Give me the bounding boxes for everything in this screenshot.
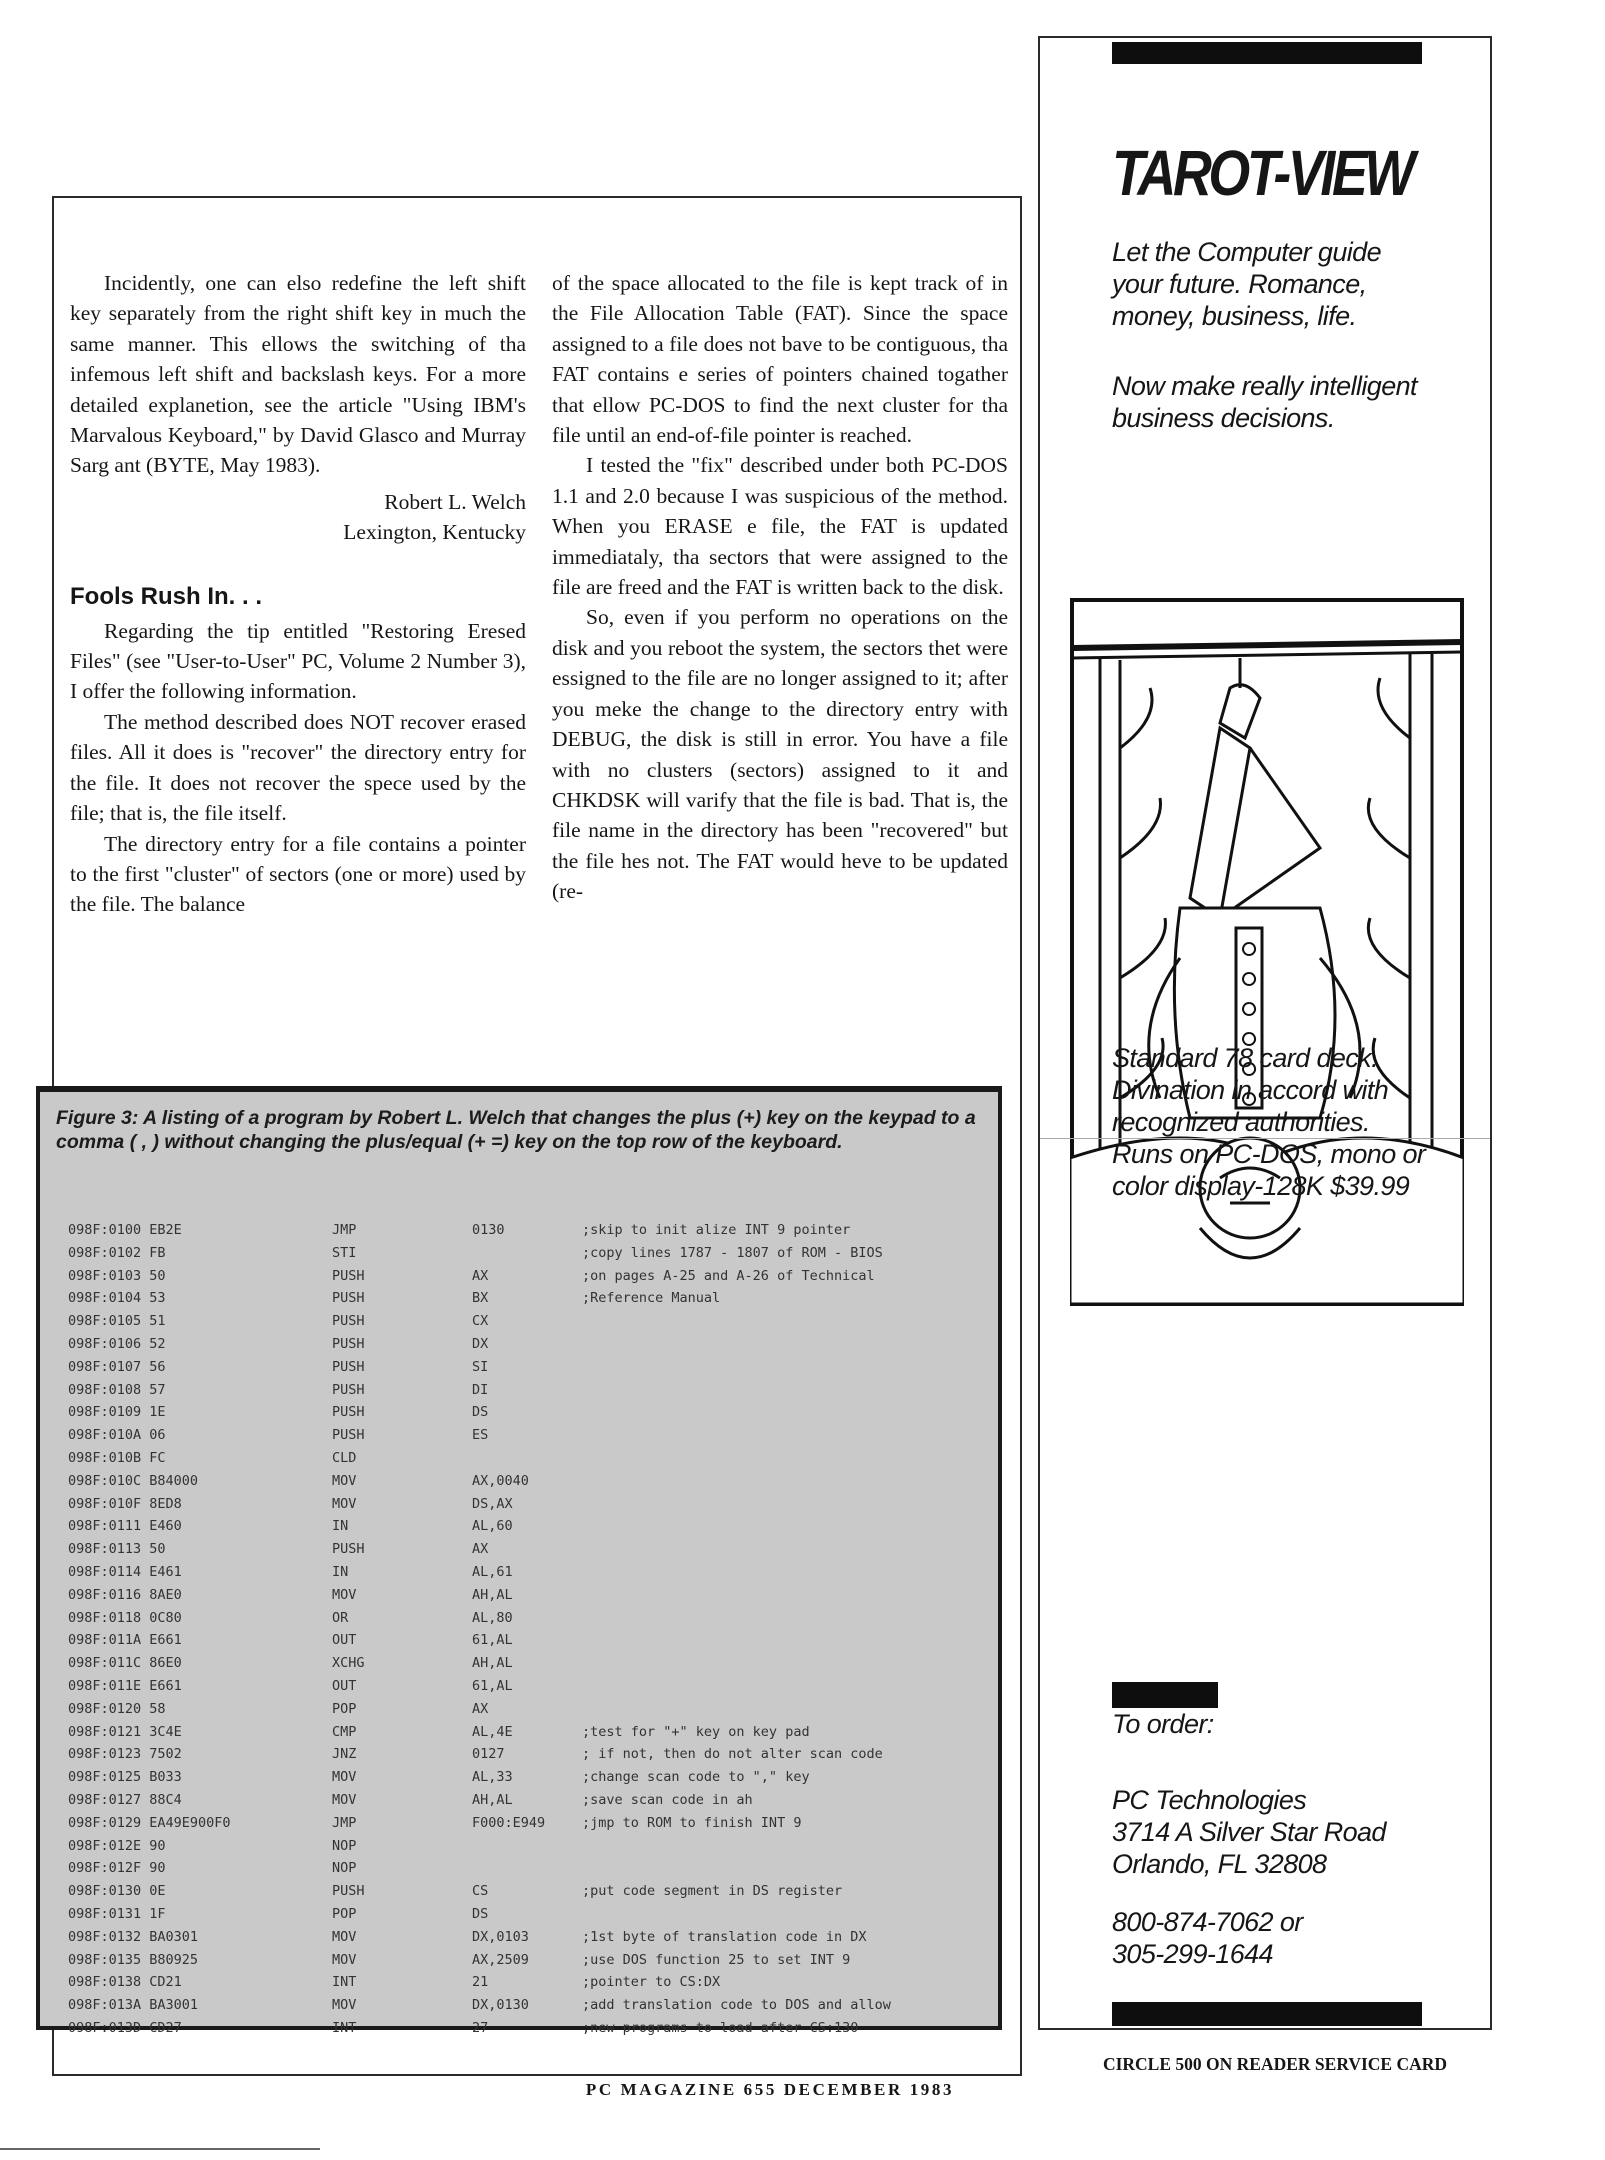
- ad-title: TAROT-VIEW: [1112, 137, 1412, 209]
- listing-address: 098F:0111 E460: [68, 1518, 182, 1535]
- ad-line: Runs on PC-DOS, mono or: [1112, 1139, 1426, 1169]
- listing-operand: DX,0103: [472, 1928, 529, 1945]
- listing-comment: ;jmp to ROM to finish INT 9: [582, 1814, 802, 1831]
- ad-line: 3714 A Silver Star Road: [1112, 1817, 1386, 1847]
- listing-opcode: PUSH: [332, 1313, 365, 1330]
- listing-opcode: STI: [332, 1244, 357, 1261]
- listing-address: 098F:0108 57: [68, 1381, 166, 1398]
- paragraph: I tested the "fix" described under both PC-DOS 1.1 and 2.0 because I was suspicious of the method. When you ERASE e file, the FAT is updated immediataly, tha sectors that were assigned to the file are freed and the FAT is written back to the disk.: [552, 453, 1008, 600]
- listing-comment: ;Reference Manual: [582, 1290, 721, 1307]
- listing-opcode: CLD: [332, 1449, 357, 1466]
- listing-operand: DS: [472, 1404, 489, 1421]
- listing-address: 098F:010F 8ED8: [68, 1495, 182, 1512]
- listing-opcode: PUSH: [332, 1541, 365, 1558]
- listing-opcode: POP: [332, 1905, 357, 1922]
- listing-opcode: MOV: [332, 1928, 357, 1945]
- listing-opcode: MOV: [332, 1769, 357, 1786]
- ad-system-requirements: [1112, 1138, 1482, 1202]
- ad-order-bar: [1112, 1682, 1218, 1708]
- listing-opcode: MOV: [332, 1495, 357, 1512]
- ad-line: 800-874-7062 or: [1112, 1907, 1303, 1937]
- listing-address: 098F:013D CD27: [68, 2019, 182, 2036]
- listing-comment: ;on pages A-25 and A-26 of Technical: [582, 1267, 875, 1284]
- listing-address: 098F:0130 0E: [68, 1883, 166, 1900]
- listing-address: 098F:0138 CD21: [68, 1974, 182, 1991]
- listing-address: 098F:0129 EA49E900F0: [68, 1814, 231, 1831]
- ad-top-bar: [1112, 42, 1422, 64]
- listing-operand: AX,2509: [472, 1951, 529, 1968]
- listing-comment: ;change scan code to "," key: [582, 1769, 810, 1786]
- listing-address: 098F:0106 52: [68, 1335, 166, 1352]
- listing-opcode: PUSH: [332, 1381, 365, 1398]
- figure-listing-box: [36, 1086, 1002, 2036]
- listing-address: 098F:013A BA3001: [68, 1997, 199, 2014]
- listing-address: 098F:0114 E461: [68, 1563, 182, 1580]
- ad-line: Standard 78 card deck.: [1112, 1043, 1378, 1073]
- listing-opcode: PUSH: [332, 1290, 365, 1307]
- listing-opcode: OUT: [332, 1632, 357, 1649]
- ad-line: Now make really intelligent: [1112, 371, 1417, 401]
- letter-signature: [70, 487, 526, 548]
- paragraph: of the space allocated to the file is kept track of in the File Allocation Table (FAT). Since the space assigned to a file does not bave to be contiguous, tha FAT contains e series of pointers chained togather that ellow PC-DOS to find the next cluster for tha file until an end-of-file pointer is reached.: [552, 271, 1008, 448]
- right-column: [552, 268, 1008, 907]
- listing-operand: DI: [472, 1381, 489, 1398]
- listing-address: 098F:0132 BA0301: [68, 1928, 199, 1945]
- listing-address: 098F:0103 50: [68, 1267, 166, 1284]
- listing-address: 098F:0105 51: [68, 1313, 166, 1330]
- listing-opcode: OR: [332, 1609, 349, 1626]
- listing-opcode: OUT: [332, 1677, 357, 1694]
- listing-opcode: MOV: [332, 1997, 357, 2014]
- listing-operand: AX: [472, 1267, 489, 1284]
- page-edge-rule: [0, 2148, 320, 2150]
- ad-line: Let the Computer guide: [1112, 237, 1381, 267]
- listing-address: 098F:0125 B033: [68, 1769, 182, 1786]
- listing-operand: AH,AL: [472, 1791, 513, 1808]
- listing-operand: CS: [472, 1883, 489, 1900]
- paragraph: Regarding the tip entitled "Restoring Eresed Files" (see "User-to-User" PC, Volume 2 Number 3), I offer the following information.: [70, 618, 526, 704]
- listing-opcode: JMP: [332, 1222, 357, 1238]
- listing-address: 098F:0107 56: [68, 1358, 166, 1375]
- listing-operand: CX: [472, 1313, 489, 1330]
- listing-address: 098F:0118 0C80: [68, 1609, 182, 1626]
- ad-line: color display-128K $39.99: [1112, 1171, 1410, 1201]
- listing-operand: DS,AX: [472, 1495, 513, 1512]
- signature-name: Robert L. Welch: [384, 489, 526, 514]
- listing-operand: SI: [472, 1358, 489, 1375]
- listing-address: 098F:012F 90: [68, 1860, 166, 1877]
- listing-opcode: MOV: [332, 1586, 357, 1603]
- listing-opcode: PUSH: [332, 1883, 365, 1900]
- listing-opcode: MOV: [332, 1791, 357, 1808]
- listing-address: 098F:010C B84000: [68, 1472, 199, 1489]
- listing-address: 098F:010A 06: [68, 1427, 166, 1444]
- listing-operand: AX: [472, 1700, 489, 1717]
- listing-address: 098F:011A E661: [68, 1632, 182, 1649]
- listing-address: 098F:0113 50: [68, 1541, 166, 1558]
- listing-comment: ;skip to init alize INT 9 pointer: [582, 1222, 851, 1238]
- listing-opcode: CMP: [332, 1723, 357, 1740]
- ad-phone: [1112, 1906, 1482, 1970]
- paragraph: Incidently, one can elso redefine the left shift key separately from the right shift key in much the same manner. This ellows the switching of tha infemous left shift and backslash keys. For a more detailed explanetion, see the article "Using IBM's Marvalous Keyboard," by David Glasco and Murray Sarg ant (BYTE, May 1983).: [70, 271, 526, 478]
- ad-line: 305-299-1644: [1112, 1939, 1273, 1969]
- listing-opcode: IN: [332, 1563, 349, 1580]
- listing-operand: 21: [472, 1974, 489, 1991]
- listing-comment: ;new programs to load after CS:130: [582, 2019, 859, 2036]
- listing-address: 098F:0135 B80925: [68, 1951, 199, 1968]
- listing-operand: DX,0130: [472, 1997, 529, 2014]
- listing-opcode: NOP: [332, 1860, 357, 1877]
- listing-opcode: JMP: [332, 1814, 357, 1831]
- signature-place: Lexington, Kentucky: [343, 520, 526, 545]
- listing-address: 098F:011E E661: [68, 1677, 182, 1694]
- listing-opcode: MOV: [332, 1472, 357, 1489]
- ad-line: business decisions.: [1112, 403, 1335, 433]
- listing-address: 098F:011C 86E0: [68, 1655, 182, 1672]
- listing-comment: ;1st byte of translation code in DX: [582, 1928, 867, 1945]
- listing-operand: AL,60: [472, 1518, 513, 1535]
- listing-operand: 27: [472, 2019, 489, 2036]
- listing-operand: F000:E949: [472, 1814, 546, 1831]
- listing-opcode: XCHG: [332, 1655, 365, 1672]
- listing-address: 098F:0109 1E: [68, 1404, 166, 1421]
- listing-operand: DX: [472, 1335, 489, 1352]
- listing-address: 098F:0127 88C4: [68, 1791, 182, 1808]
- ad-line: Orlando, FL 32808: [1112, 1849, 1327, 1879]
- listing-comment: ;put code segment in DS register: [582, 1883, 843, 1900]
- listing-comment: ;save scan code in ah: [582, 1791, 753, 1808]
- listing-opcode: PUSH: [332, 1335, 365, 1352]
- listing-operand: 0130: [472, 1222, 505, 1238]
- listing-opcode: IN: [332, 1518, 349, 1535]
- listing-operand: AL,4E: [472, 1723, 513, 1740]
- paragraph: The directory entry for a file contains a pointer to the first "cluster" of sectors (one or more) used by the file. The balance: [70, 831, 526, 917]
- listing-address: 098F:0131 1F: [68, 1905, 166, 1922]
- listing-address: 098F:0100 EB2E: [68, 1222, 182, 1238]
- listing-operand: ES: [472, 1427, 489, 1444]
- ad-order-label: To order:: [1112, 1709, 1214, 1739]
- listing-opcode: INT: [332, 1974, 357, 1991]
- listing-opcode: INT: [332, 2019, 357, 2036]
- listing-comment: ;add translation code to DOS and allow: [582, 1997, 891, 2014]
- listing-operand: DS: [472, 1905, 489, 1922]
- ad-deck-info: [1112, 1042, 1482, 1138]
- listing-comment: ; if not, then do not alter scan code: [582, 1746, 883, 1763]
- reader-service-note: CIRCLE 500 ON READER SERVICE CARD: [1102, 2054, 1448, 2074]
- listing-opcode: NOP: [332, 1837, 357, 1854]
- listing-operand: 61,AL: [472, 1632, 513, 1649]
- figure-caption: Figure 3: A listing of a program by Robert L. Welch that changes the plus (+) key on the keypad to a comma ( , ) without changing the plus/equal (+ =) key on the top row of the keyboard.: [56, 1107, 976, 1153]
- ad-address: [1112, 1784, 1482, 1880]
- listing-comment: ;test for "+" key on key pad: [582, 1723, 810, 1740]
- ad-tagline: [1112, 236, 1482, 332]
- section-heading: Fools Rush In. . .: [70, 582, 262, 610]
- listing-operand: AL,61: [472, 1563, 513, 1580]
- ad-tagline-2: [1112, 370, 1482, 434]
- listing-operand: AH,AL: [472, 1586, 513, 1603]
- page-footer: PC MAGAZINE 655 DECEMBER 1983: [585, 2080, 955, 2099]
- listing-operand: AX,0040: [472, 1472, 529, 1489]
- listing-operand: AL,33: [472, 1769, 513, 1786]
- paragraph: So, even if you perform no operations on the disk and you reboot the system, the sectors thet were essigned to the file are no longer assigned to it; after you meke the change to the directory entry with DEBUG, the disk is still in error. You have a file with no clusters (sectors) assigned to it and CHKDSK will varify that the file is bad. That is, the file name in the directory has been "recovered" but the file hes not. The FAT would heve to be updated (re-: [552, 605, 1008, 904]
- listing-opcode: POP: [332, 1700, 357, 1717]
- ad-line: recognized authorities.: [1112, 1107, 1370, 1137]
- listing-opcode: PUSH: [332, 1358, 365, 1375]
- listing-address: 098F:012E 90: [68, 1837, 166, 1854]
- listing-operand: AL,80: [472, 1609, 513, 1626]
- listing-comment: ;copy lines 1787 - 1807 of ROM - BIOS: [582, 1244, 883, 1261]
- listing-operand: BX: [472, 1290, 489, 1307]
- paragraph: The method described does NOT recover erased files. All it does is "recover" the directory entry for the file. It does not recover the spece used by the file; that is, the file itself.: [70, 709, 526, 826]
- listing-opcode: PUSH: [332, 1267, 365, 1284]
- listing-opcode: PUSH: [332, 1404, 365, 1421]
- ad-line: Divination in accord with: [1112, 1075, 1389, 1105]
- ad-line: money, business, life.: [1112, 301, 1357, 331]
- listing-operand: AH,AL: [472, 1655, 513, 1672]
- ad-bottom-bar: [1112, 2002, 1422, 2026]
- listing-operand: AX: [472, 1541, 489, 1558]
- listing-comment: ;pointer to CS:DX: [582, 1974, 721, 1991]
- listing-operand: 0127: [472, 1746, 505, 1763]
- ad-line: your future. Romance,: [1112, 269, 1367, 299]
- listing-opcode: JNZ: [332, 1746, 357, 1763]
- listing-address: 098F:0102 FB: [68, 1244, 166, 1261]
- listing-address: 098F:0123 7502: [68, 1746, 182, 1763]
- listing-address: 098F:0104 53: [68, 1290, 166, 1307]
- tarot-view-advertisement: [1038, 36, 1492, 2030]
- listing-address: 098F:0120 58: [68, 1700, 166, 1717]
- left-column: [70, 268, 526, 920]
- listing-opcode: PUSH: [332, 1427, 365, 1444]
- listing-address: 098F:010B FC: [68, 1449, 166, 1466]
- listing-address: 098F:0121 3C4E: [68, 1723, 182, 1740]
- ad-line: PC Technologies: [1112, 1785, 1307, 1815]
- listing-operand: 61,AL: [472, 1677, 513, 1694]
- ad-cut-line: [1040, 1138, 1490, 1139]
- listing-comment: ;use DOS function 25 to set INT 9: [582, 1951, 851, 1968]
- listing-address: 098F:0116 8AE0: [68, 1586, 182, 1603]
- listing-opcode: MOV: [332, 1951, 357, 1968]
